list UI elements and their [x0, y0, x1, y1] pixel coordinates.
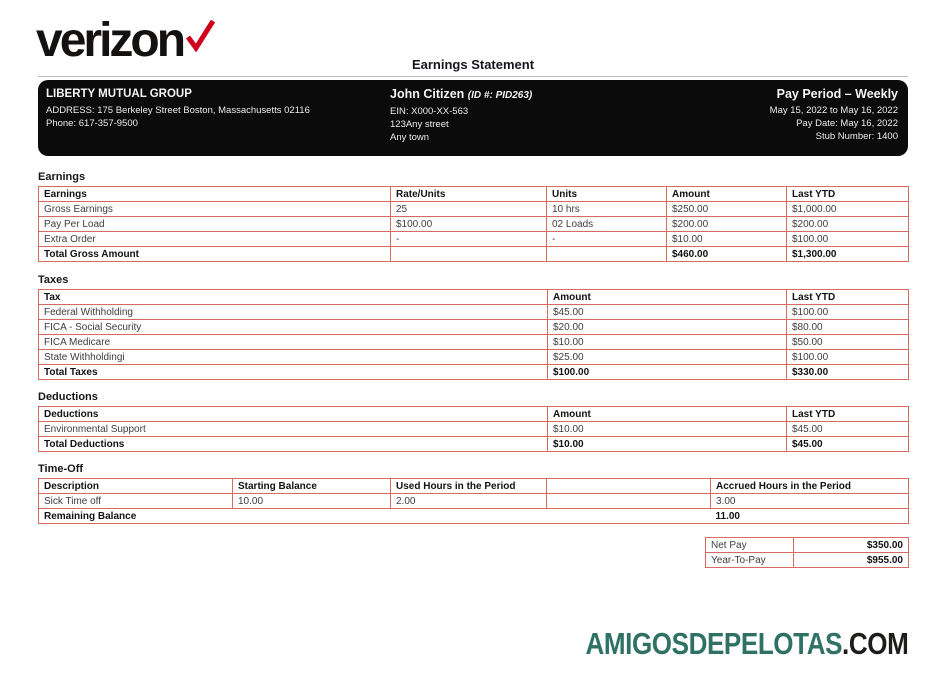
total-amount: $460.00 — [667, 247, 787, 262]
tax-ytd: $100.00 — [787, 305, 909, 320]
deduction-label: Environmental Support — [39, 422, 548, 437]
col-header: Deductions — [39, 407, 548, 422]
total-units — [547, 247, 667, 262]
earning-label: Pay Per Load — [39, 217, 391, 232]
employer-info-block — [46, 87, 390, 149]
summary-value: $350.00 — [794, 538, 909, 553]
table-row — [39, 202, 909, 217]
statement-header-bar — [38, 80, 908, 156]
col-header: Accrued Hours in the Period — [711, 479, 909, 494]
col-header: Amount — [548, 290, 787, 305]
deduction-amount: $10.00 — [548, 422, 787, 437]
earnings-total-row — [39, 247, 909, 262]
table-row — [39, 494, 909, 509]
summary-value: $955.00 — [794, 553, 909, 568]
table-row — [39, 350, 909, 365]
earnings-table — [38, 186, 909, 262]
verizon-checkmark-icon — [186, 20, 216, 57]
col-header: Used Hours in the Period — [391, 479, 547, 494]
tax-ytd: $100.00 — [787, 350, 909, 365]
stub-number: Stub Number: 1400 — [815, 131, 898, 142]
earning-ytd: $200.00 — [787, 217, 909, 232]
taxes-section-title: Taxes — [38, 274, 69, 286]
timeoff-used-hours: 2.00 — [391, 494, 547, 509]
timeoff-section-title: Time-Off — [38, 463, 84, 475]
total-ytd: $1,300.00 — [787, 247, 909, 262]
col-header: Amount — [667, 187, 787, 202]
timeoff-table — [38, 478, 909, 524]
tax-label: Federal Withholding — [39, 305, 548, 320]
total-label: Total Taxes — [39, 365, 548, 380]
deductions-table — [38, 406, 909, 452]
table-row — [39, 320, 909, 335]
earning-units: - — [547, 232, 667, 247]
table-row — [39, 232, 909, 247]
tax-amount: $20.00 — [548, 320, 787, 335]
total-amount: $100.00 — [548, 365, 787, 380]
total-rate — [391, 247, 547, 262]
tax-amount: $10.00 — [548, 335, 787, 350]
earning-rate: $100.00 — [391, 217, 547, 232]
col-header-empty — [547, 479, 711, 494]
amigosdepelotas-watermark — [585, 626, 908, 662]
table-row — [39, 422, 909, 437]
earning-ytd: $1,000.00 — [787, 202, 909, 217]
table-row — [39, 217, 909, 232]
tax-label: FICA - Social Security — [39, 320, 548, 335]
earnings-section-title: Earnings — [38, 171, 86, 183]
total-ytd: $45.00 — [787, 437, 909, 452]
earning-amount: $250.00 — [667, 202, 787, 217]
year-to-pay-row — [706, 553, 909, 568]
col-header: Last YTD — [787, 290, 909, 305]
earning-rate: 25 — [391, 202, 547, 217]
employee-ein: EIN: X000-XX-563 — [390, 106, 469, 117]
col-header: Rate/Units — [391, 187, 547, 202]
employer-phone: Phone: 617-357-9500 — [46, 118, 138, 129]
tax-ytd: $50.00 — [787, 335, 909, 350]
employer-address: ADDRESS: 175 Berkeley Street Boston, Massachusetts 02116 — [46, 105, 310, 116]
summary-label: Year-To-Pay — [706, 553, 794, 568]
timeoff-total-row — [39, 509, 909, 524]
timeoff-starting-balance: 10.00 — [233, 494, 391, 509]
earning-amount: $200.00 — [667, 217, 787, 232]
earning-label: Gross Earnings — [39, 202, 391, 217]
earning-units: 02 Loads — [547, 217, 667, 232]
table-row — [39, 305, 909, 320]
timeoff-header-row — [39, 479, 909, 494]
taxes-header-row — [39, 290, 909, 305]
col-header: Last YTD — [787, 187, 909, 202]
total-label: Remaining Balance — [39, 509, 711, 524]
timeoff-accrued-hours: 3.00 — [711, 494, 909, 509]
tax-amount: $25.00 — [548, 350, 787, 365]
header-divider-line — [38, 76, 908, 77]
tax-label: FICA Medicare — [39, 335, 548, 350]
watermark-main-text: AMIGOSDEPELOTAS — [585, 626, 842, 661]
col-header: Amount — [548, 407, 787, 422]
deductions-total-row — [39, 437, 909, 452]
col-header: Units — [547, 187, 667, 202]
deductions-header-row — [39, 407, 909, 422]
tax-ytd: $80.00 — [787, 320, 909, 335]
tax-label: State Withholdingi — [39, 350, 548, 365]
employee-name-line — [390, 87, 770, 103]
document-title: Earnings Statement — [411, 57, 535, 72]
total-value: 11.00 — [711, 509, 909, 524]
pay-period-block — [770, 87, 898, 149]
employee-name: John Citizen — [390, 87, 465, 101]
table-row — [39, 335, 909, 350]
taxes-total-row — [39, 365, 909, 380]
col-header: Description — [39, 479, 233, 494]
total-ytd: $330.00 — [787, 365, 909, 380]
earning-amount: $10.00 — [667, 232, 787, 247]
earnings-header-row — [39, 187, 909, 202]
employee-info-block — [390, 87, 770, 149]
earning-ytd: $100.00 — [787, 232, 909, 247]
tax-amount: $45.00 — [548, 305, 787, 320]
earning-rate: - — [391, 232, 547, 247]
total-label: Total Deductions — [39, 437, 548, 452]
employer-name: LIBERTY MUTUAL GROUP — [46, 88, 192, 100]
earning-units: 10 hrs — [547, 202, 667, 217]
earning-label: Extra Order — [39, 232, 391, 247]
employee-id: (ID #: PID263) — [467, 90, 533, 101]
watermark-suffix-text: .COM — [841, 626, 908, 661]
verizon-logo-text: verizon — [36, 14, 184, 67]
col-header: Tax — [39, 290, 548, 305]
deductions-section-title: Deductions — [38, 391, 98, 403]
pay-date: Pay Date: May 16, 2022 — [796, 118, 898, 129]
col-header: Earnings — [39, 187, 391, 202]
col-header: Starting Balance — [233, 479, 391, 494]
total-amount: $10.00 — [548, 437, 787, 452]
deduction-ytd: $45.00 — [787, 422, 909, 437]
employee-town: Any town — [390, 132, 430, 143]
employee-street: 123Any street — [390, 119, 449, 130]
timeoff-empty-cell — [547, 494, 711, 509]
total-label: Total Gross Amount — [39, 247, 391, 262]
taxes-table — [38, 289, 909, 380]
pay-period-title: Pay Period – Weekly — [776, 87, 898, 101]
timeoff-description: Sick Time off — [39, 494, 233, 509]
net-pay-row — [706, 538, 909, 553]
col-header: Last YTD — [787, 407, 909, 422]
net-pay-summary-table — [705, 537, 909, 568]
summary-label: Net Pay — [706, 538, 794, 553]
pay-period-range: May 15, 2022 to May 16, 2022 — [769, 105, 898, 116]
